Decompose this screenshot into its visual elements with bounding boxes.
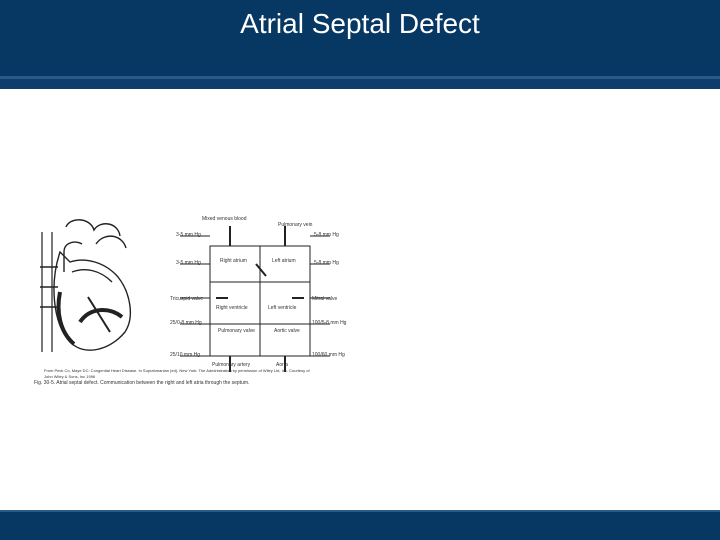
figure-source-line-2: John Wiley & Sons, Inc 1996: [44, 374, 96, 379]
pressure-left-1: 3-5 mm Hg: [176, 232, 201, 238]
pulmonary-artery-label: Pulmonary artery: [212, 362, 251, 368]
pressure-left-2: 3-5 mm Hg: [176, 260, 201, 266]
pressure-right-4: 100/60 mm Hg: [312, 352, 345, 358]
mitral-valve-label: Mitral valve: [312, 296, 338, 302]
aorta-label: Aorta: [276, 362, 288, 368]
pulmonary-vein-label: Pulmonary vein: [278, 222, 313, 228]
tricuspid-valve-label: Tricuspid valve: [170, 296, 204, 302]
left-atrium-label: Left atrium: [272, 258, 296, 264]
right-atrium-label: Right atrium: [220, 258, 247, 264]
title-bar-shadow: [0, 79, 720, 89]
pressure-left-4: 25/10 mm Hg: [170, 352, 201, 358]
footer-bar: [0, 512, 720, 540]
pressure-right-1: 5-8 mm Hg: [314, 232, 339, 238]
mixed-venous-label: Mixed venous blood: [202, 216, 247, 222]
heart-illustration: [40, 220, 130, 352]
figure-caption: Fig. 30-5. Atrial septal defect. Communication between the right and left atria through the septum.: [34, 380, 250, 386]
pressure-left-3: 25/0-8 mm Hg: [170, 320, 202, 326]
slide-title: Atrial Septal Defect: [240, 8, 480, 39]
figure-source-line: From Peck Co, Maye DC: Congenital Heart Disease. In Suprahmanian (ed), New York: The Administration by permission of Wiley Ltd, Inc. Courtesy of: [44, 368, 310, 373]
aortic-valve-label: Aortic valve: [274, 328, 300, 334]
atrial-septal-defect-figure: [30, 212, 370, 392]
pressure-right-3: 100/5-8 mm Hg: [312, 320, 347, 326]
left-ventricle-label: Left ventricle: [268, 305, 297, 311]
pressure-right-2: 5-8 mm Hg: [314, 260, 339, 266]
right-ventricle-label: Right ventricle: [216, 305, 248, 311]
pulmonary-valve-label: Pulmonary valve: [218, 328, 255, 334]
heart-and-flow-diagram: [30, 212, 370, 392]
